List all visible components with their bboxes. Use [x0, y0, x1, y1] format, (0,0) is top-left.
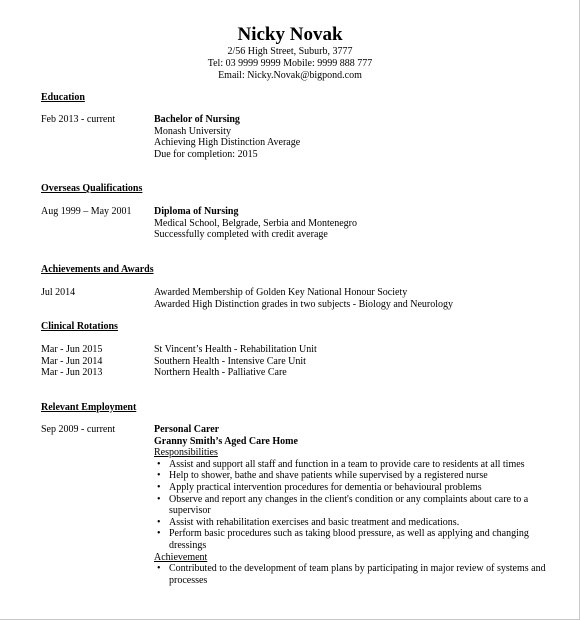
employment-employer: Granny Smith’s Aged Care Home: [154, 435, 298, 447]
overseas-degree: Diploma of Nursing: [154, 206, 239, 217]
candidate-name: Nicky Novak: [237, 24, 343, 45]
achievements-details: [154, 287, 554, 310]
address: 2/56 High Street, Suburb, 3777: [227, 46, 353, 57]
clinical-rotation: Northern Health - Palliative Care: [154, 367, 287, 379]
bullet-icon: •: [157, 458, 161, 470]
clinical-date: Mar - Jun 2015: [41, 344, 103, 355]
employment-heading: Relevant Employment: [41, 402, 137, 413]
clinical-rotation: St Vincent’s Health - Rehabilitation Unit: [154, 344, 317, 355]
responsibility-item: • Help to shower, bathe and shave patients while supervised by a registered nurse: [157, 470, 488, 482]
bullet-icon: •: [157, 516, 161, 528]
overseas-date: Aug 1999 – May 2001: [41, 206, 132, 217]
employment-date: Sep 2009 - current: [41, 424, 116, 435]
achievement-label: Achievement: [154, 551, 208, 563]
education-date: Feb 2013 - current: [41, 114, 116, 125]
clinical-date: Mar - Jun 2014: [41, 355, 103, 367]
responsibility-item: • Apply practical intervention procedures for dementia or behavioural problems: [157, 481, 482, 493]
achievement-item: • Contributed to the development of team plans by participating in major review of systems and processes: [157, 563, 546, 586]
bullet-icon: •: [157, 481, 161, 493]
responsibilities-label: Responsibilities: [154, 447, 218, 459]
achievement-line: Awarded Membership of Golden Key National Honour Society: [154, 287, 408, 298]
resume-header: [0, 24, 580, 82]
bullet-icon: •: [157, 470, 161, 482]
overseas-line: Successfully completed with credit average: [154, 229, 328, 241]
responsibilities-list: [154, 459, 554, 552]
employment-details: [154, 424, 554, 586]
responsibility-item: • Observe and report any changes in the client's condition or any complaints about care to a supervisor: [157, 493, 529, 517]
education-line: Due for completion: 2015: [154, 148, 258, 160]
achievements-heading: Achievements and Awards: [41, 264, 154, 275]
bullet-icon: •: [157, 493, 161, 505]
education-heading: Education: [41, 92, 85, 103]
phone-numbers: Tel: 03 9999 9999 Mobile: 9999 888 777: [207, 58, 373, 69]
responsibility-item: • Assist and support all staff and function in a team to provide care to residents at all times: [157, 458, 525, 470]
overseas-details: [154, 206, 554, 241]
education-line: Achieving High Distinction Average: [154, 137, 301, 149]
clinical-rotations-heading: Clinical Rotations: [41, 321, 118, 332]
achievements-date: Jul 2014: [41, 287, 76, 298]
education-line: Monash University: [154, 125, 231, 137]
achievement-line: Awarded High Distinction grades in two subjects - Biology and Neurology: [154, 298, 454, 310]
employment-role: Personal Carer: [154, 424, 220, 435]
email: Email: Nicky.Novak@bigpond.com: [218, 70, 362, 81]
clinical-rotation: Southern Health - Intensive Care Unit: [154, 355, 306, 367]
responsibility-item: • Perform basic procedures such as taking blood pressure, as well as applying and changing dressings: [157, 528, 529, 551]
education-details: [154, 114, 554, 160]
achievement-list: [154, 563, 554, 586]
responsibility-item: • Assist with rehabilitation exercises and basic treatment and medications.: [157, 516, 460, 528]
bullet-icon: •: [157, 528, 161, 540]
bullet-icon: •: [157, 563, 161, 575]
overseas-line: Medical School, Belgrade, Serbia and Montenegro: [154, 217, 357, 229]
overseas-qualifications-heading: Overseas Qualifications: [41, 183, 143, 194]
clinical-date: Mar - Jun 2013: [41, 367, 103, 379]
education-degree: Bachelor of Nursing: [154, 114, 240, 125]
